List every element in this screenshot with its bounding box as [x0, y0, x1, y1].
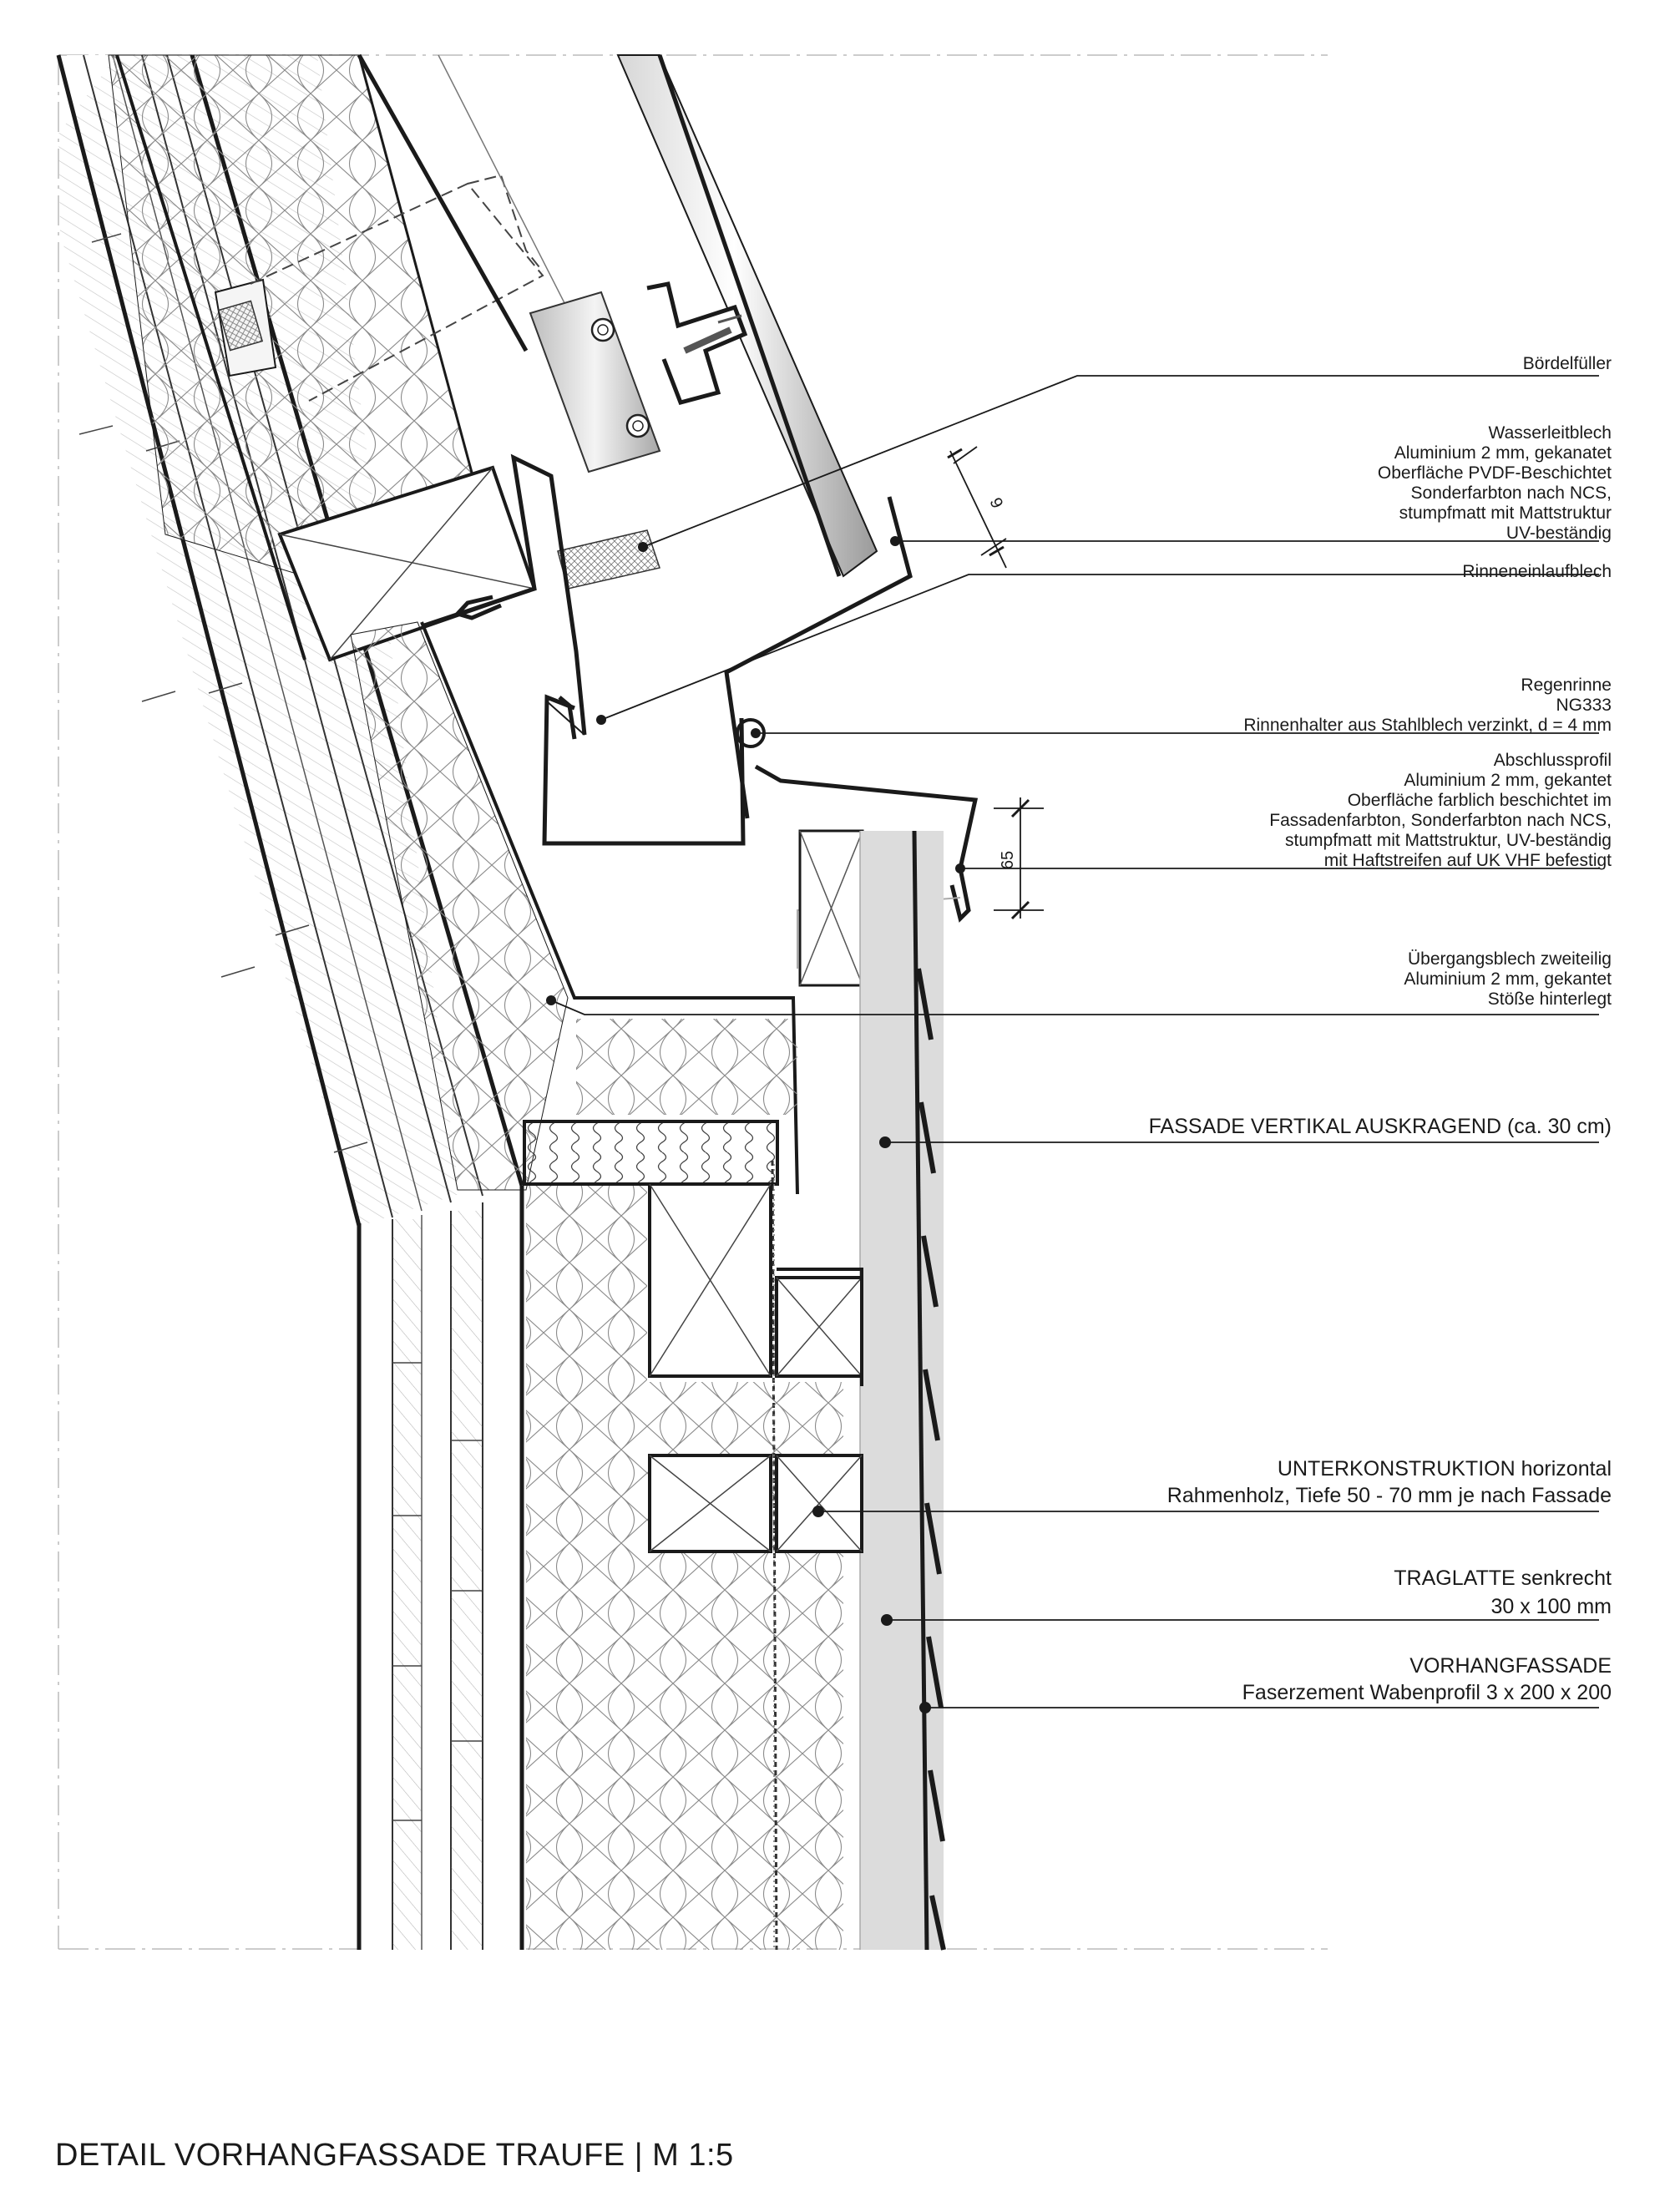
- annotation-line: Übergangsblech zweiteilig: [1408, 949, 1612, 969]
- annotation-line: UV-beständig: [1506, 524, 1612, 543]
- timber-horizontal-right: [777, 1455, 862, 1551]
- wavy-insulation-block: [524, 1121, 777, 1184]
- timber-main: [650, 1184, 771, 1376]
- annotation-line: stumpfmatt mit Mattstruktur: [1399, 504, 1612, 523]
- facade-cladding: [860, 831, 944, 1950]
- annotation-line: 30 x 100 mm: [1490, 1595, 1612, 1618]
- seam-clamp: [530, 284, 745, 472]
- boerdelfueller: [558, 530, 660, 589]
- annotation-line: Aluminium 2 mm, gekantet: [1404, 771, 1612, 790]
- annotation-line: Aluminium 2 mm, gekanatet: [1394, 443, 1612, 463]
- annotation-rinneneinlaufblech: [1462, 562, 1612, 581]
- annotation-wasserleitblech: [1378, 423, 1612, 543]
- annotation-vorhangfassade: [1242, 1654, 1612, 1704]
- annotation-line: Oberfläche PVDF-Beschichtet: [1377, 463, 1612, 483]
- drawing-title: DETAIL VORHANGFASSADE TRAUFE | M 1:5: [55, 2138, 734, 2173]
- annotation-fassade-vertikal: [1149, 1115, 1612, 1138]
- annotation-line: Aluminium 2 mm, gekantet: [1404, 969, 1612, 989]
- annotation-line: Sonderfarbton nach NCS,: [1410, 483, 1612, 503]
- annotation-traglatte: [1394, 1567, 1612, 1618]
- annotation-unterkonstruktion: [1167, 1457, 1612, 1507]
- annotation-regenrinne: [1243, 676, 1612, 735]
- annotation-line: Bördelfüller: [1522, 354, 1612, 373]
- annotation-boerdelfueller: [1523, 354, 1612, 373]
- annotation-line: FASSADE VERTIKAL AUSKRAGEND (ca. 30 cm): [1148, 1115, 1612, 1138]
- annotation-line: Abschlussprofil: [1493, 751, 1612, 770]
- annotation-abschlussprofil: [1269, 751, 1612, 870]
- dimension-lower-label: 65: [999, 850, 1017, 870]
- annotation-line: NG333: [1556, 696, 1612, 715]
- annotation-line: UNTERKONSTRUKTION horizontal: [1277, 1457, 1612, 1481]
- annotation-line: Rahmenholz, Tiefe 50 - 70 mm je nach Fassade: [1166, 1484, 1612, 1507]
- annotation-line: Wasserleitblech: [1488, 423, 1612, 443]
- annotation-line: Regenrinne: [1521, 676, 1612, 695]
- annotation-line: Rinneneinlaufblech: [1462, 562, 1612, 581]
- frame-timbers: [650, 1184, 862, 1551]
- annotation-line: Oberfläche farblich beschichtet im: [1347, 791, 1612, 810]
- timber-traglatte-upper: [777, 1278, 862, 1376]
- annotation-uebergangsblech: [1404, 949, 1612, 1009]
- annotation-line: VORHANGFASSADE: [1409, 1654, 1612, 1678]
- annotation-line: Faserzement Wabenprofil 3 x 200 x 200: [1242, 1681, 1612, 1704]
- timber-horizontal-left: [650, 1455, 771, 1551]
- annotation-line: mit Haftstreifen auf UK VHF befestigt: [1323, 851, 1612, 870]
- annotation-line: Stöße hinterlegt: [1487, 990, 1612, 1009]
- annotation-line: Fassadenfarbton, Sonderfarbton nach NCS,: [1269, 811, 1612, 830]
- annotation-line: stumpfmatt mit Mattstruktur, UV-beständig: [1285, 831, 1612, 850]
- dimension-upper-label: 9: [985, 494, 1007, 512]
- annotation-line: Rinnenhalter aus Stahlblech verzinkt, d = 4 mm: [1243, 716, 1612, 735]
- annotation-line: TRAGLATTE senkrecht: [1394, 1567, 1612, 1590]
- timber-upper-small: [800, 831, 863, 985]
